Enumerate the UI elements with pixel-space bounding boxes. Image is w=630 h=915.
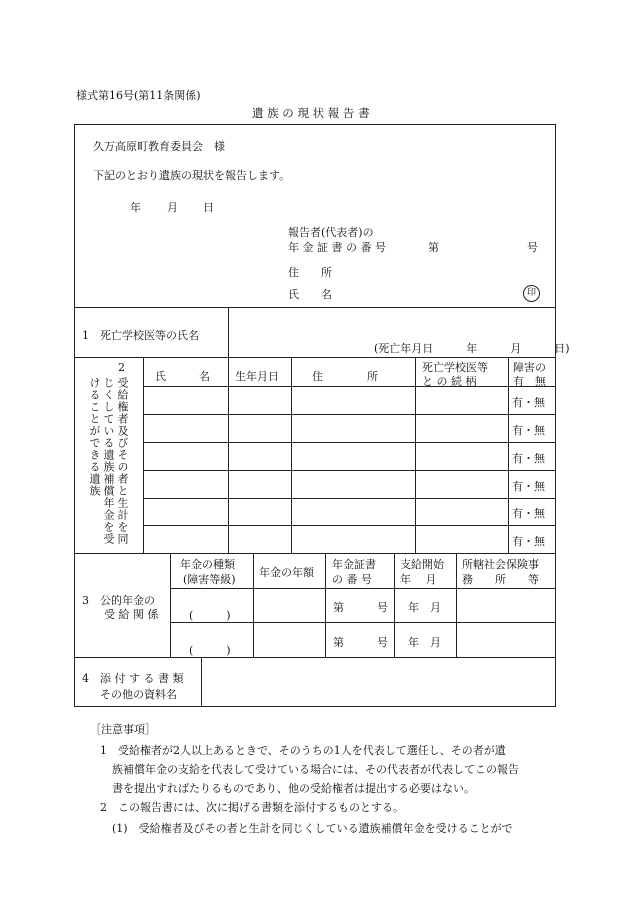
divider (170, 553, 171, 657)
header-office-1: 所轄社会保険事 (462, 558, 539, 571)
header-birth: 生年月日 (235, 370, 279, 383)
cert-no-prefix: 第 (428, 241, 439, 254)
disability-cell[interactable]: 有・無 (512, 480, 545, 493)
header-pension-type-1: 年金の種類 (180, 558, 235, 571)
divider (74, 657, 556, 658)
divider (201, 657, 202, 707)
section3-label-1: 3 公的年金の (82, 594, 155, 607)
header-relation-1: 死亡学校医等 (422, 361, 488, 374)
date-year: 年 (130, 201, 141, 214)
divider (143, 414, 556, 415)
divider (74, 553, 556, 554)
note-1b: 族補償年金の支給を代表して受けている場合には、その代表者が代表してこの報告 (112, 763, 519, 776)
note-2: 2 この報告書には、次に掲げる書類を添付するものとする。 (100, 801, 404, 814)
pension-grade[interactable]: ( ) (189, 609, 231, 622)
seal-mark: 印 (523, 285, 540, 302)
intro-text: 下記のとおり遺族の現状を報告します。 (93, 169, 291, 182)
header-name: 氏 名 (155, 370, 210, 383)
disability-cell[interactable]: 有・無 (512, 507, 545, 520)
reporter-label: 報告者(代表者)の (288, 226, 374, 239)
divider (143, 525, 556, 526)
note-2-1: (1) 受給権者及びその者と生計を同じくしている遺族補償年金を受けることがで (112, 822, 513, 835)
divider (253, 553, 254, 657)
death-date: (死亡年月日 年 月 日) (374, 342, 570, 355)
cert-suffix: 号 (377, 601, 388, 614)
divider (143, 498, 556, 499)
note-1a: 1 受給権者が2人以上あるときで、そのうちの1人を代表して選任し、その者が遺 (100, 744, 506, 757)
section2-label-col3: けることができる遺族 (88, 377, 101, 497)
section2-label-col1: 受給権者及びその者と生計を同 (116, 377, 129, 545)
divider (143, 386, 556, 387)
section1-label: 1 死亡学校医等の氏名 (82, 329, 199, 342)
header-start-2: 年 月 (400, 573, 437, 586)
section3-label-2: 受 給 関 係 (104, 608, 159, 621)
divider (143, 442, 556, 443)
header-relation-2: と の 続 柄 (422, 375, 477, 388)
header-cert-2: の 番 号 (332, 573, 372, 586)
divider (394, 553, 395, 657)
divider (228, 357, 229, 553)
header-pension-type-2: (障害等級) (183, 573, 236, 586)
header-address: 住 所 (312, 370, 378, 383)
divider (508, 357, 509, 553)
divider (143, 470, 556, 471)
pension-grade[interactable]: ( ) (189, 644, 231, 657)
divider (74, 307, 556, 308)
header-disability-1: 障害の (513, 361, 546, 374)
disability-cell[interactable]: 有・無 (512, 535, 545, 548)
cert-suffix: 号 (377, 636, 388, 649)
name-label: 氏 名 (288, 288, 332, 301)
page-title: 遺 族 の 現 状 報 告 書 (252, 106, 370, 120)
addressee: 久万高原町教育委員会 様 (93, 140, 225, 153)
section4-label-2: その他の資料名 (100, 688, 177, 701)
address-label: 住 所 (288, 266, 332, 279)
cert-prefix: 第 (333, 636, 344, 649)
disability-cell[interactable]: 有・無 (512, 452, 545, 465)
divider (74, 357, 556, 358)
form-id: 様式第16号(第11条関係) (76, 89, 201, 102)
header-office-2: 務 所 等 (462, 573, 539, 586)
note-1c: 書を提出すればたりるものであり、他の受給権者は提出する必要はない。 (112, 782, 475, 795)
divider (415, 357, 416, 553)
date-month: 月 (167, 201, 178, 214)
header-disability-2: 有 無 (513, 375, 546, 388)
divider (291, 357, 292, 553)
disability-cell[interactable]: 有・無 (512, 424, 545, 437)
divider (456, 553, 457, 657)
section2-number: 2 (118, 361, 125, 374)
start-date[interactable]: 年 月 (408, 636, 441, 649)
header-start-1: 支給開始 (400, 558, 444, 571)
header-cert-1: 年金証書 (332, 558, 376, 571)
divider (228, 307, 229, 357)
section2-label-col2: じくしている遺族補償年金を受 (102, 377, 115, 545)
divider (143, 357, 144, 553)
date-day: 日 (203, 201, 214, 214)
cert-prefix: 第 (333, 601, 344, 614)
start-date[interactable]: 年 月 (408, 601, 441, 614)
cert-no-suffix: 号 (527, 241, 538, 254)
disability-cell[interactable]: 有・無 (512, 396, 545, 409)
header-pension-amount: 年金の年額 (259, 566, 314, 579)
notes-heading: ［注意事項］ (90, 723, 156, 736)
section4-label-1: 4 添 付 す る 書 類 (82, 672, 184, 685)
divider (170, 588, 556, 589)
divider (325, 553, 326, 657)
reporter-cert-label: 年 金 証 書 の 番 号 (288, 241, 386, 254)
